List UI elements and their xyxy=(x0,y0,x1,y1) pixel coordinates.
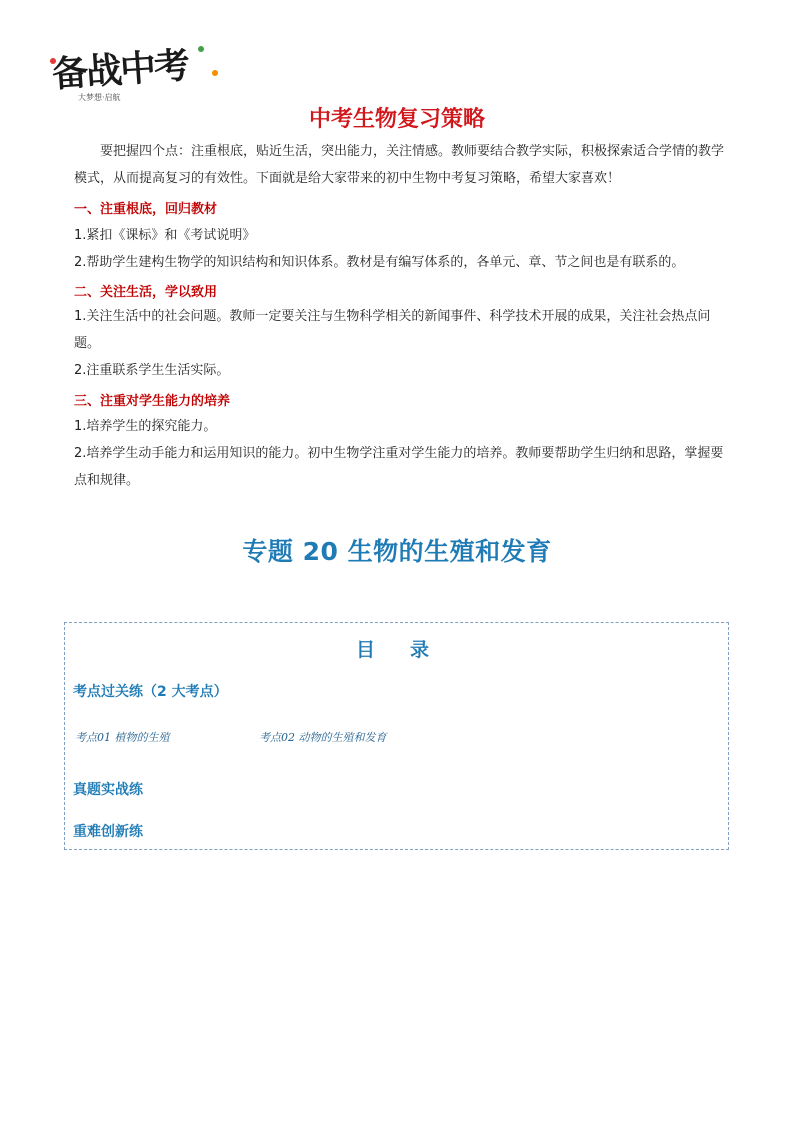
toc-item-plant-reproduction[interactable]: 考点01 植物的生殖 xyxy=(75,731,170,744)
toc-item-animal-reproduction[interactable]: 考点02 动物的生殖和发育 xyxy=(259,731,387,744)
section-2-line-1: 1.关注生活中的社会问题。教师一定要关注与生物科学相关的新闻事件、科学技术开展的成果，关注社会热点问题。 xyxy=(74,309,711,351)
section-heading-2: 二、关注生活，学以致用 xyxy=(74,285,218,300)
section-heading-3: 三、注重对学生能力的培养 xyxy=(74,394,231,409)
section-1-line-1: 1.紧扣《课标》和《考试说明》 xyxy=(74,228,256,243)
topic-title: 专题 20 生物的生殖和发育 xyxy=(242,537,552,566)
section-3-line-2: 2.培养学生动手能力和运用知识的能力。初中生物学注重对学生能力的培养。教师要帮助学生归纳和思路，掌握要点和规律。 xyxy=(74,446,724,488)
logo xyxy=(48,40,228,110)
table-of-contents xyxy=(64,622,729,850)
page-title: 中考生物复习策略 xyxy=(308,107,485,132)
toc-title: 目 录 xyxy=(355,639,437,661)
section-3-line-1: 1.培养学生的探究能力。 xyxy=(74,419,217,434)
toc-group-exam-points[interactable]: 考点过关练（2 大考点） xyxy=(73,684,228,700)
logo-subtitle: 大梦想·启航 xyxy=(78,93,121,102)
logo-dot xyxy=(198,46,204,52)
section-1-line-2: 2.帮助学生建构生物学的知识结构和知识体系。教材是有编写体系的，各单元、章、节之间也是有联系的。 xyxy=(74,255,685,270)
section-heading-1: 一、注重根底，回归教材 xyxy=(74,202,218,217)
intro-paragraph: 要把握四个点：注重根底，贴近生活，突出能力，关注情感。教师要结合教学实际，积极探索适合学情的教学模式，从而提高复习的有效性。下面就是给大家带来的初中生物中考复习策略，希望大家喜欢！ xyxy=(74,144,725,186)
section-2-line-2: 2.注重联系学生生活实际。 xyxy=(74,363,230,378)
logo-dot xyxy=(212,70,218,76)
toc-group-real-exam[interactable]: 真题实战练 xyxy=(73,782,143,798)
toc-group-innovation[interactable]: 重难创新练 xyxy=(73,824,143,840)
logo-text: 备战中考 xyxy=(50,44,190,96)
